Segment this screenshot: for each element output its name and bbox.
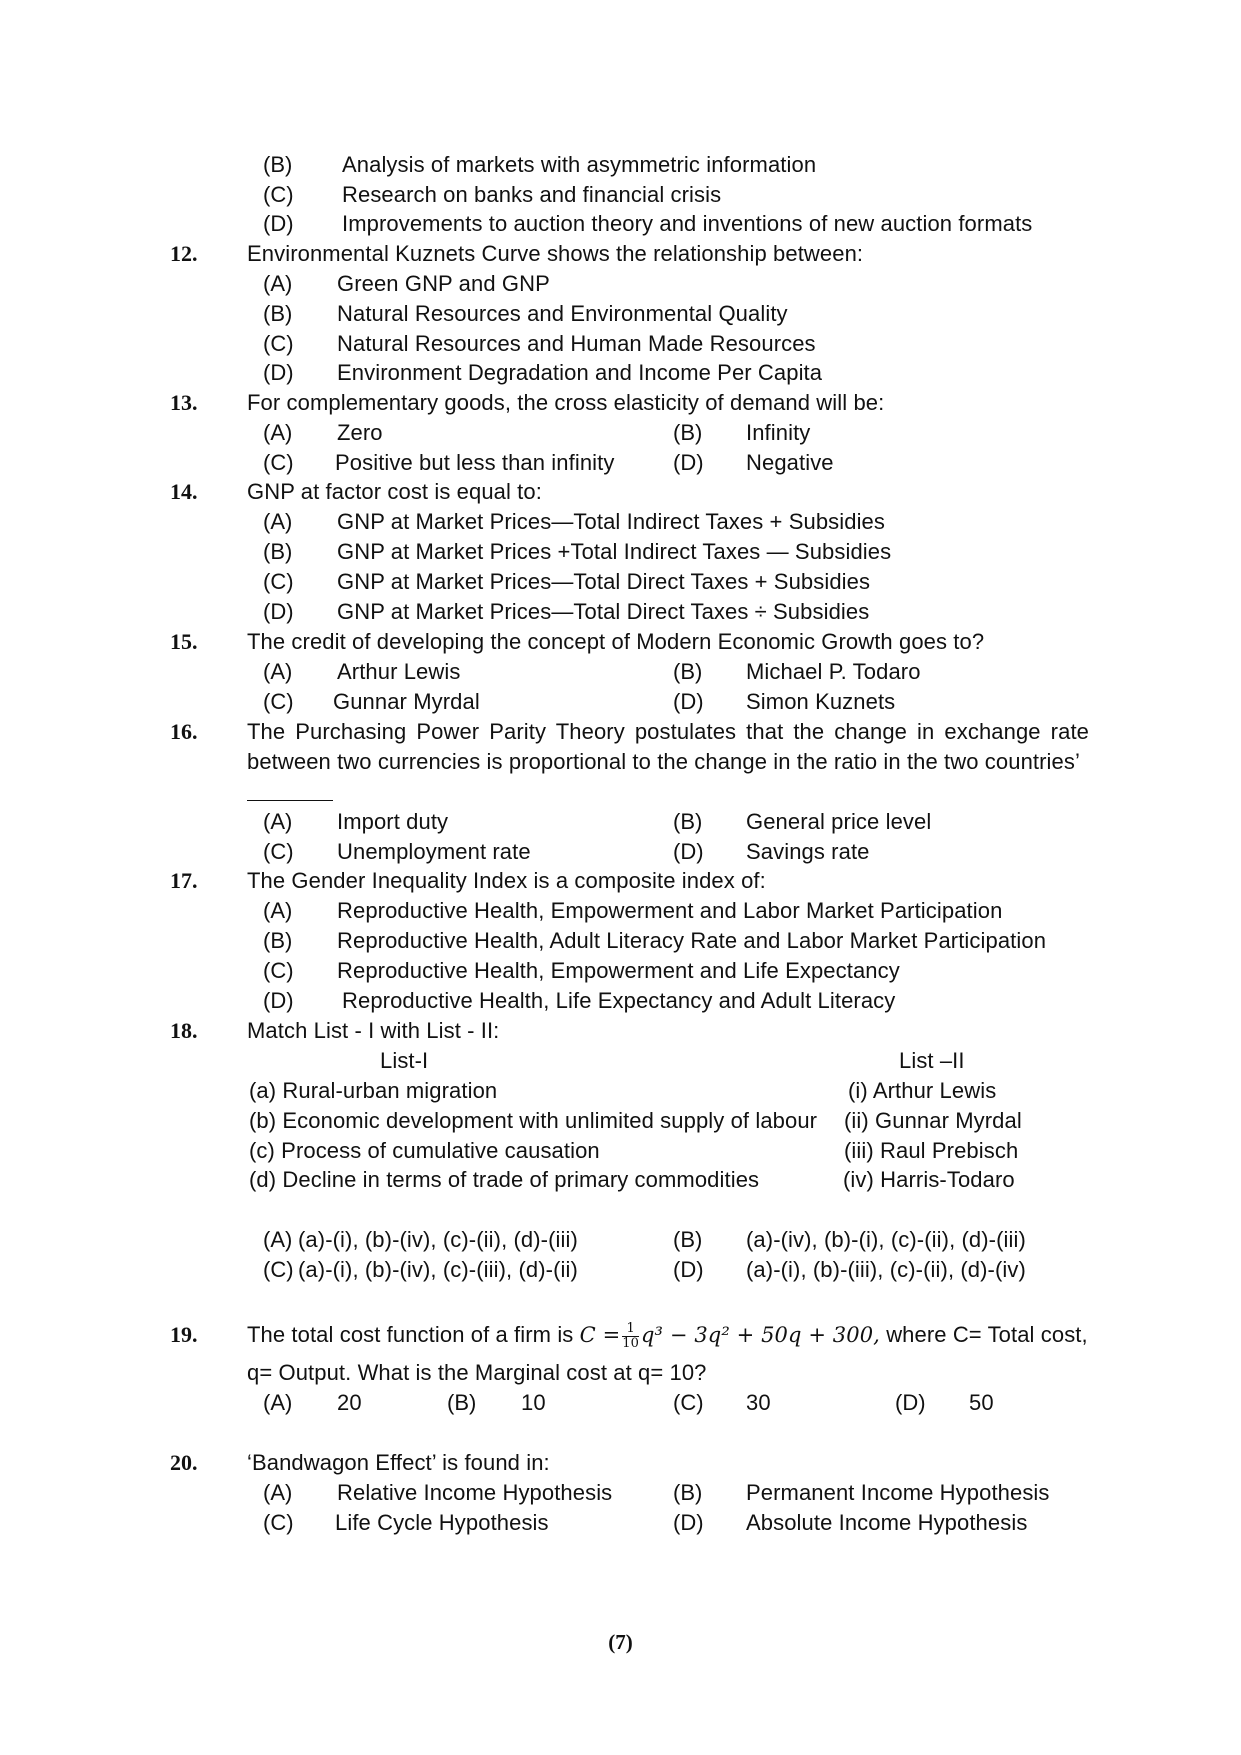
list-2-item: (iv) Harris-Todaro bbox=[843, 1167, 1015, 1192]
option-label: (D) bbox=[263, 988, 294, 1013]
question-text: The Gender Inequality Index is a composite index of: bbox=[247, 868, 766, 893]
option-label: (D) bbox=[673, 689, 704, 714]
option-label: (D) bbox=[263, 360, 294, 385]
option-text: 20 bbox=[337, 1390, 362, 1415]
option-label: (A) bbox=[263, 898, 293, 923]
option-label: (B) bbox=[673, 659, 703, 684]
option-text: Absolute Income Hypothesis bbox=[746, 1510, 1028, 1535]
option-label: (B) bbox=[263, 928, 293, 953]
list-1-item: (a) Rural-urban migration bbox=[249, 1078, 498, 1103]
option-text: Michael P. Todaro bbox=[746, 659, 921, 684]
option-label: (B) bbox=[263, 539, 293, 564]
option-label: (C) bbox=[263, 839, 294, 864]
option-label: (B) bbox=[673, 1227, 703, 1252]
option-label: (A) bbox=[263, 659, 293, 684]
question-number: 13. bbox=[170, 390, 198, 415]
fraction-denominator: 10 bbox=[622, 1336, 640, 1351]
option-label: (D) bbox=[673, 839, 704, 864]
option-label: (C) bbox=[263, 689, 294, 714]
option-label: (A) bbox=[263, 1390, 293, 1415]
option-label: (B) bbox=[263, 301, 293, 326]
question-prefix: The total cost function of a firm is bbox=[247, 1322, 574, 1347]
option-text: GNP at Market Prices +Total Indirect Taxes — Subsidies bbox=[337, 539, 892, 564]
option-label: (A) bbox=[263, 420, 293, 445]
option-text: Analysis of markets with asymmetric information bbox=[342, 152, 817, 177]
option-text: Reproductive Health, Adult Literacy Rate and Labor Market Participation bbox=[337, 928, 1047, 953]
option-label: (D) bbox=[895, 1390, 926, 1415]
option-text: Infinity bbox=[746, 420, 811, 445]
fraction-numerator: 1 bbox=[622, 1322, 639, 1337]
option-label: (B) bbox=[263, 152, 293, 177]
option-text: Relative Income Hypothesis bbox=[337, 1480, 613, 1505]
option-text: Gunnar Myrdal bbox=[333, 689, 480, 714]
option-label: (C) bbox=[263, 569, 294, 594]
option-text: Green GNP and GNP bbox=[337, 271, 550, 296]
option-text: Research on banks and financial crisis bbox=[342, 182, 722, 207]
option-text: 30 bbox=[746, 1390, 771, 1415]
option-text: Life Cycle Hypothesis bbox=[335, 1510, 549, 1535]
option-label: (D) bbox=[673, 450, 704, 475]
option-text: (a)-(i), (b)-(iv), (c)-(ii), (d)-(iii) bbox=[298, 1227, 578, 1252]
question-number: 15. bbox=[170, 629, 198, 654]
option-text: Import duty bbox=[337, 809, 449, 834]
option-label: (B) bbox=[673, 809, 703, 834]
option-text: Positive but less than infinity bbox=[335, 450, 615, 475]
answer-blank bbox=[247, 800, 333, 801]
question-text: The credit of developing the concept of Modern Economic Growth goes to? bbox=[247, 629, 985, 654]
option-label: (B) bbox=[673, 420, 703, 445]
question-text-line2: q= Output. What is the Marginal cost at q= 10? bbox=[247, 1360, 707, 1385]
question-text: Environmental Kuznets Curve shows the relationship between: bbox=[247, 241, 864, 266]
option-label: (D) bbox=[263, 211, 294, 236]
option-text: (a)-(i), (b)-(iv), (c)-(iii), (d)-(ii) bbox=[298, 1257, 578, 1282]
option-text: (a)-(i), (b)-(iii), (c)-(ii), (d)-(iv) bbox=[746, 1257, 1026, 1282]
option-text: Savings rate bbox=[746, 839, 870, 864]
question-text: GNP at factor cost is equal to: bbox=[247, 479, 542, 504]
option-text: Reproductive Health, Life Expectancy and Adult Literacy bbox=[342, 988, 896, 1013]
fraction bbox=[622, 1322, 639, 1351]
option-text: (a)-(iv), (b)-(i), (c)-(ii), (d)-(iii) bbox=[746, 1227, 1026, 1252]
question-number: 19. bbox=[170, 1322, 198, 1347]
option-text: Natural Resources and Human Made Resources bbox=[337, 331, 816, 356]
option-label: (D) bbox=[673, 1510, 704, 1535]
option-text: Zero bbox=[337, 420, 383, 445]
question-number: 20. bbox=[170, 1450, 198, 1475]
option-text: Permanent Income Hypothesis bbox=[746, 1480, 1050, 1505]
option-text: Environment Degradation and Income Per Capita bbox=[337, 360, 823, 385]
option-label: (D) bbox=[673, 1257, 704, 1282]
option-label: (C) bbox=[263, 450, 294, 475]
option-text: Improvements to auction theory and inventions of new auction formats bbox=[342, 211, 1033, 236]
option-label: (C) bbox=[263, 1257, 294, 1282]
option-text: Negative bbox=[746, 450, 834, 475]
option-label: (D) bbox=[263, 599, 294, 624]
option-label: (B) bbox=[447, 1390, 477, 1415]
list-2-item: (i) Arthur Lewis bbox=[848, 1078, 997, 1103]
option-text: Arthur Lewis bbox=[337, 659, 461, 684]
question-number: 17. bbox=[170, 868, 198, 893]
list-1-item: (d) Decline in terms of trade of primary commodities bbox=[249, 1167, 760, 1192]
formula-rest: q³ − 3q² + 50q + 300, bbox=[641, 1323, 880, 1347]
list-1-header: List-I bbox=[380, 1048, 429, 1073]
option-text: 10 bbox=[521, 1390, 546, 1415]
option-text: Simon Kuznets bbox=[746, 689, 896, 714]
option-text: Reproductive Health, Empowerment and Labor Market Participation bbox=[337, 898, 1003, 923]
option-label: (C) bbox=[263, 1510, 294, 1535]
option-text: GNP at Market Prices—Total Direct Taxes + Subsidies bbox=[337, 569, 871, 594]
option-text: Unemployment rate bbox=[337, 839, 531, 864]
option-label: (C) bbox=[673, 1390, 704, 1415]
question-number: 16. bbox=[170, 719, 198, 744]
option-label: (A) bbox=[263, 1227, 293, 1252]
formula-lhs: C = bbox=[579, 1323, 621, 1347]
option-label: (A) bbox=[263, 1480, 293, 1505]
question-number: 18. bbox=[170, 1018, 198, 1043]
question-text: Match List - I with List - II: bbox=[247, 1018, 500, 1043]
option-text: Reproductive Health, Empowerment and Life Expectancy bbox=[337, 958, 900, 983]
option-text: GNP at Market Prices—Total Direct Taxes ÷ Subsidies bbox=[337, 599, 870, 624]
list-2-item: (iii) Raul Prebisch bbox=[844, 1138, 1019, 1163]
question-text: For complementary goods, the cross elasticity of demand will be: bbox=[247, 390, 885, 415]
list-2-item: (ii) Gunnar Myrdal bbox=[844, 1108, 1022, 1133]
question-text: ‘Bandwagon Effect’ is found in: bbox=[247, 1450, 550, 1475]
option-text: Natural Resources and Environmental Quality bbox=[337, 301, 788, 326]
cost-formula bbox=[579, 1321, 880, 1351]
option-label: (A) bbox=[263, 271, 293, 296]
option-text: 50 bbox=[969, 1390, 994, 1415]
list-1-item: (c) Process of cumulative causation bbox=[249, 1138, 600, 1163]
option-label: (C) bbox=[263, 331, 294, 356]
question-text: The Purchasing Power Parity Theory postulates that the change in exchange rate bbox=[247, 719, 1089, 744]
question-number: 14. bbox=[170, 479, 198, 504]
question-suffix: where C= Total cost, bbox=[886, 1322, 1088, 1347]
question-text: between two currencies is proportional to the change in the ratio in the two countries’ bbox=[247, 749, 1080, 774]
option-text: General price level bbox=[746, 809, 932, 834]
option-label: (A) bbox=[263, 809, 293, 834]
question-text bbox=[247, 1318, 1088, 1352]
option-label: (B) bbox=[673, 1480, 703, 1505]
option-label: (C) bbox=[263, 182, 294, 207]
list-1-item: (b) Economic development with unlimited supply of labour bbox=[249, 1108, 818, 1133]
question-number: 12. bbox=[170, 241, 198, 266]
list-2-header: List –II bbox=[899, 1048, 965, 1073]
option-label: (C) bbox=[263, 958, 294, 983]
option-text: GNP at Market Prices—Total Indirect Taxes + Subsidies bbox=[337, 509, 885, 534]
option-label: (A) bbox=[263, 509, 293, 534]
page-number: (7) bbox=[608, 1630, 633, 1654]
